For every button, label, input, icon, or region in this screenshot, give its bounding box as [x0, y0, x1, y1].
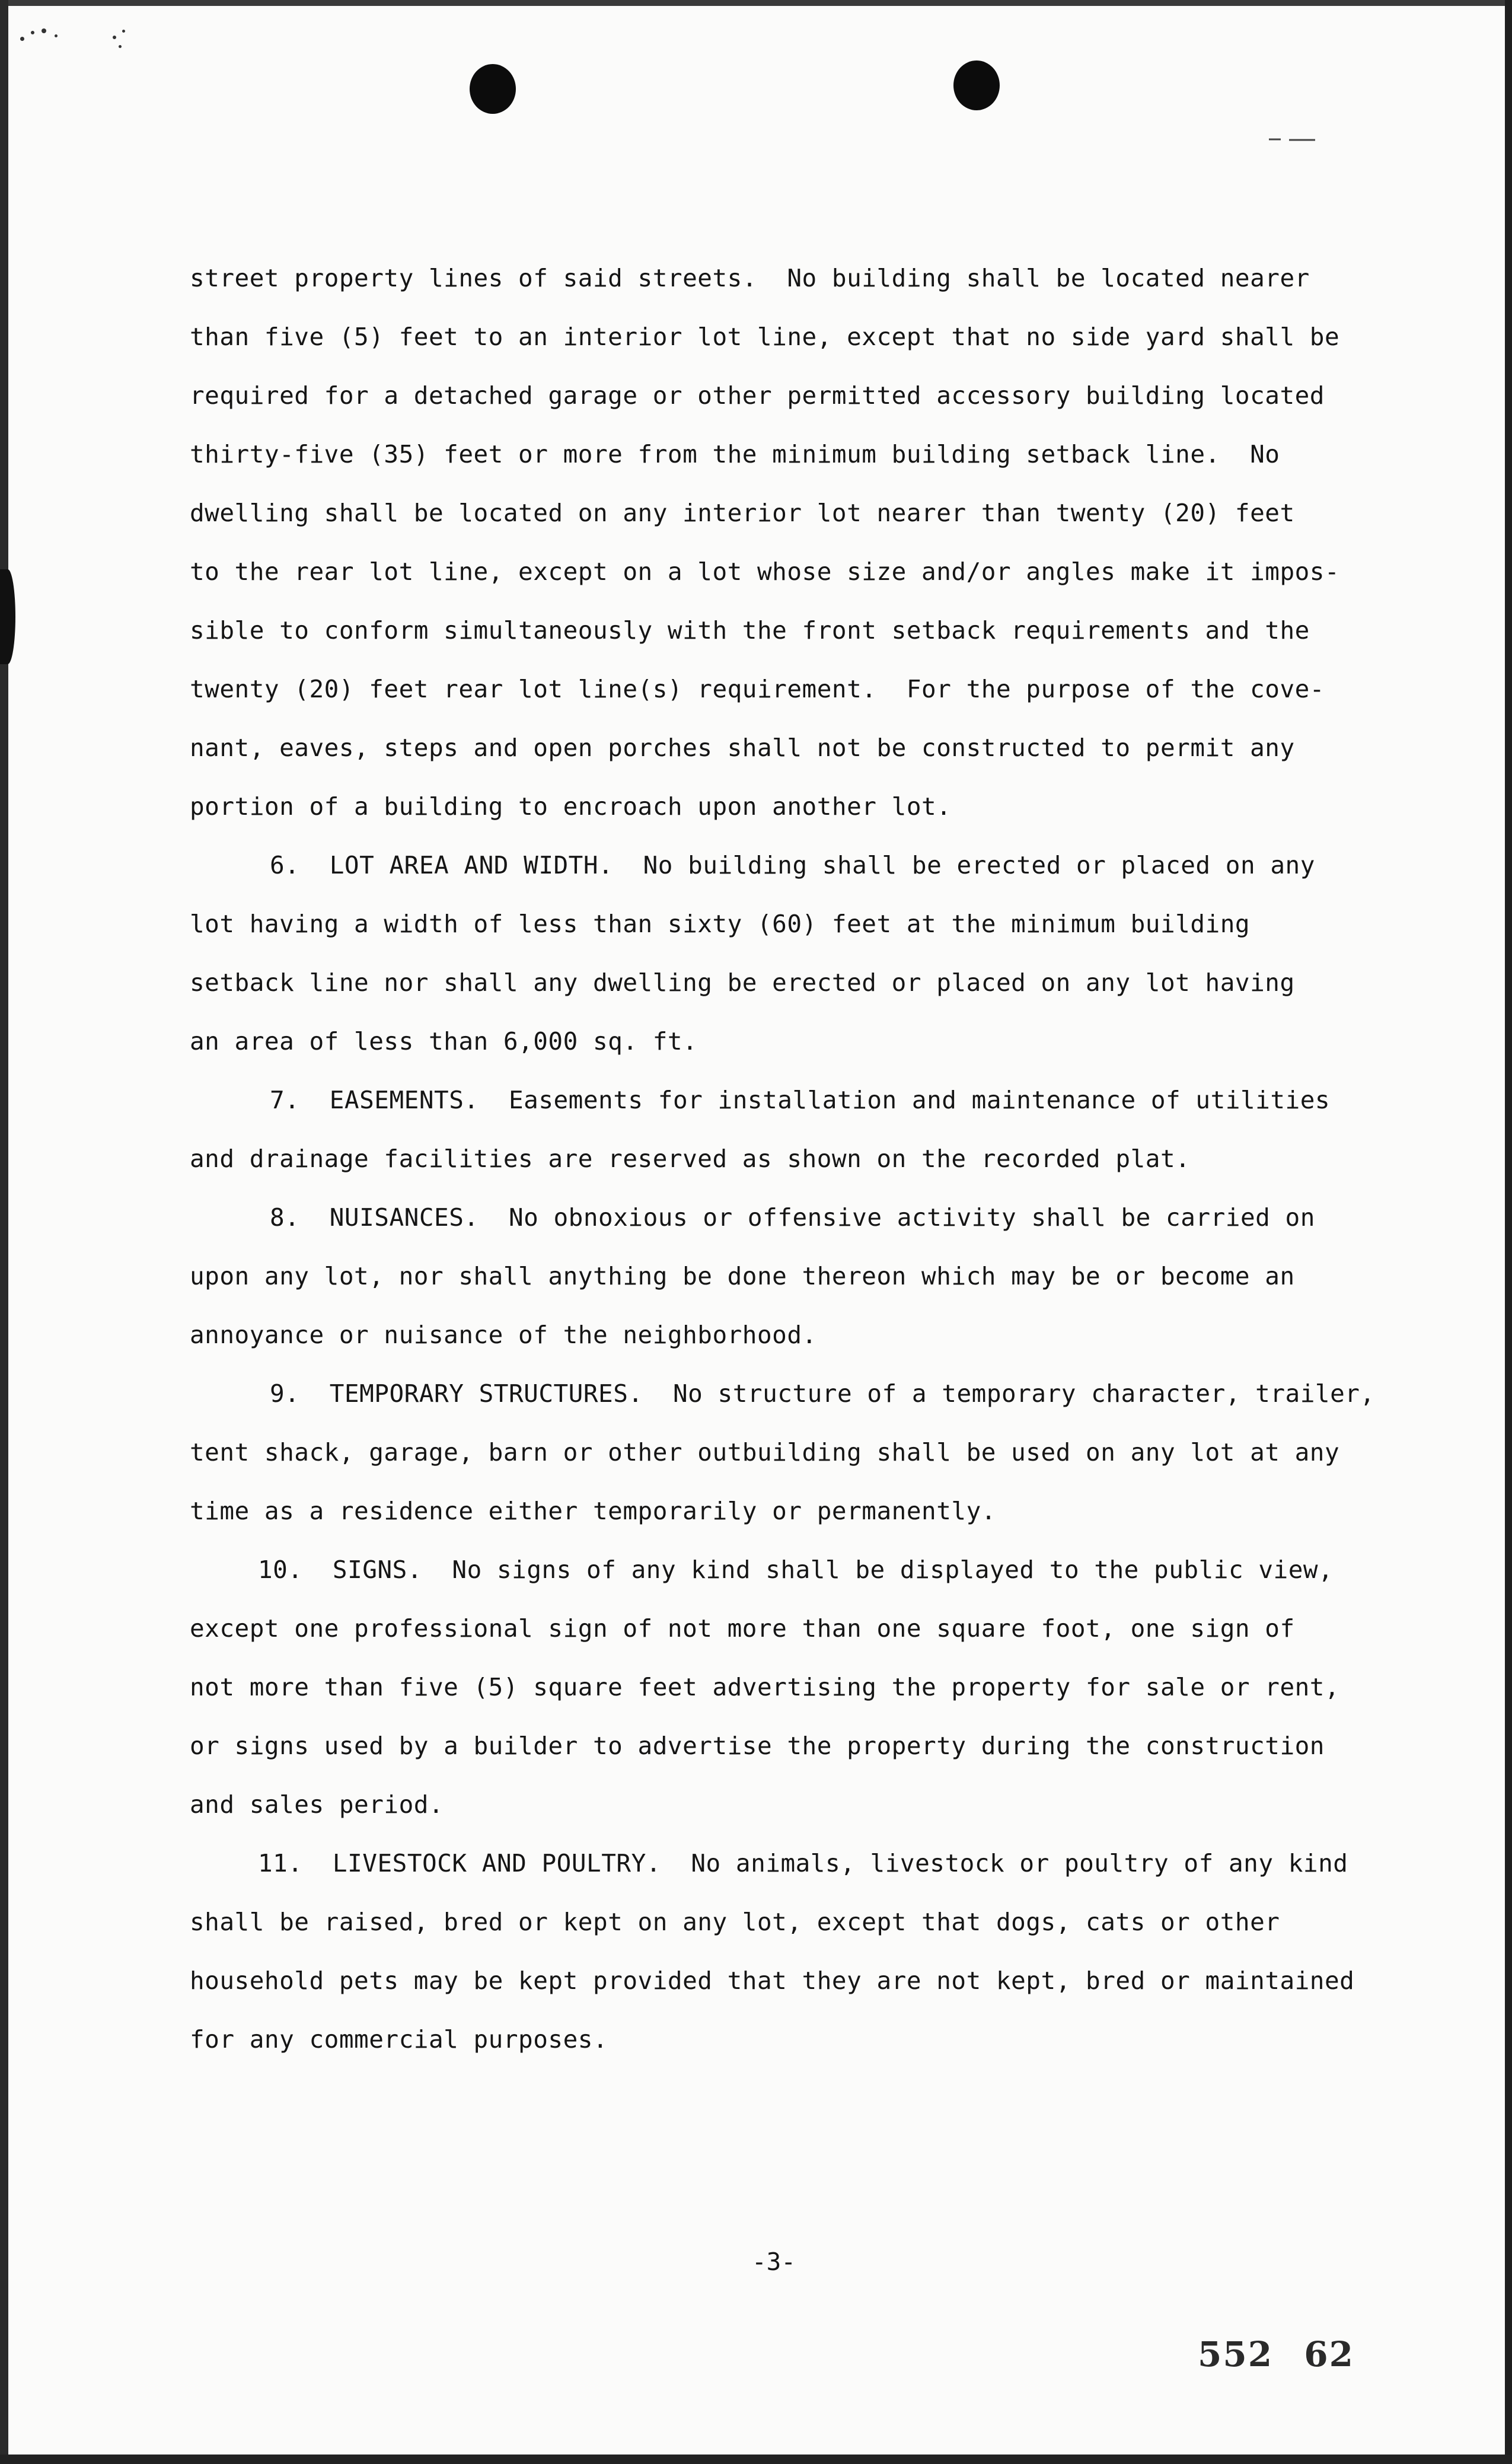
scan-edge-bottom	[0, 2455, 1512, 2464]
text-line: sible to conform simultaneously with the front setback requirements and the	[190, 616, 1310, 645]
document-body	[190, 249, 1382, 2069]
punch-hole-left	[470, 64, 516, 114]
text-line: tent shack, garage, barn or other outbuilding shall be used on any lot at any	[190, 1438, 1340, 1467]
stamp-book-number: 552	[1198, 2334, 1274, 2374]
text-line: and drainage facilities are reserved as shown on the recorded plat.	[190, 1145, 1191, 1173]
text-line: to the rear lot line, except on a lot whose size and/or angles make it impos-	[190, 557, 1340, 586]
section-heading-line: 10. SIGNS. No signs of any kind shall be displayed to the public view,	[258, 1555, 1334, 1584]
stamp-page-number: 62	[1304, 2334, 1354, 2374]
section-heading-line: 9. TEMPORARY STRUCTURES. No structure of a temporary character, trailer,	[270, 1379, 1375, 1408]
text-line: twenty (20) feet rear lot line(s) requirement. For the purpose of the cove-	[190, 675, 1325, 703]
text-line: shall be raised, bred or kept on any lot, except that dogs, cats or other	[190, 1908, 1280, 1936]
text-line: thirty-five (35) feet or more from the minimum building setback line. No	[190, 440, 1280, 468]
text-line: lot having a width of less than sixty (60) feet at the minimum building	[190, 910, 1251, 938]
text-line: time as a residence either temporarily or permanently.	[190, 1497, 996, 1525]
text-line: annoyance or nuisance of the neighborhood.	[190, 1321, 817, 1349]
scan-edge-top	[0, 0, 1512, 6]
text-line: nant, eaves, steps and open porches shall not be constructed to permit any	[190, 734, 1295, 762]
text-line: dwelling shall be located on any interior lot nearer than twenty (20) feet	[190, 499, 1295, 527]
section-heading-line: 6. LOT AREA AND WIDTH. No building shall be erected or placed on any	[270, 851, 1315, 879]
text-line: household pets may be kept provided that they are not kept, bred or maintained	[190, 1966, 1355, 1995]
punch-hole-right	[953, 60, 1000, 110]
text-line: setback line nor shall any dwelling be erected or placed on any lot having	[190, 968, 1295, 997]
page-number: -3-	[752, 2248, 796, 2276]
scan-edge-left	[0, 0, 8, 2464]
text-line: or signs used by a builder to advertise the property during the construction	[190, 1732, 1325, 1760]
text-line: required for a detached garage or other permitted accessory building located	[190, 381, 1325, 410]
section-heading-line: 8. NUISANCES. No obnoxious or offensive activity shall be carried on	[270, 1203, 1315, 1232]
text-line: an area of less than 6,000 sq. ft.	[190, 1027, 698, 1056]
text-line: except one professional sign of not more than one square foot, one sign of	[190, 1614, 1295, 1643]
section-heading-line: 11. LIVESTOCK AND POULTRY. No animals, livestock or poultry of any kind	[258, 1849, 1348, 1878]
text-line: for any commercial purposes.	[190, 2025, 608, 2054]
text-line: portion of a building to encroach upon another lot.	[190, 792, 952, 821]
text-line: street property lines of said streets. No building shall be located nearer	[190, 264, 1310, 292]
text-line: than five (5) feet to an interior lot line, except that no side yard shall be	[190, 323, 1340, 351]
text-line: and sales period.	[190, 1790, 444, 1819]
scan-edge-right	[1505, 0, 1512, 2464]
text-line: upon any lot, nor shall anything be done thereon which may be or become an	[190, 1262, 1295, 1290]
section-heading-line: 7. EASEMENTS. Easements for installation and maintenance of utilities	[270, 1086, 1331, 1114]
text-line: not more than five (5) square feet advertising the property for sale or rent,	[190, 1673, 1340, 1701]
scan-specks	[18, 24, 148, 59]
scan-notch	[0, 569, 15, 664]
scan-mark	[1269, 138, 1316, 141]
recording-stamp	[1198, 2334, 1354, 2374]
